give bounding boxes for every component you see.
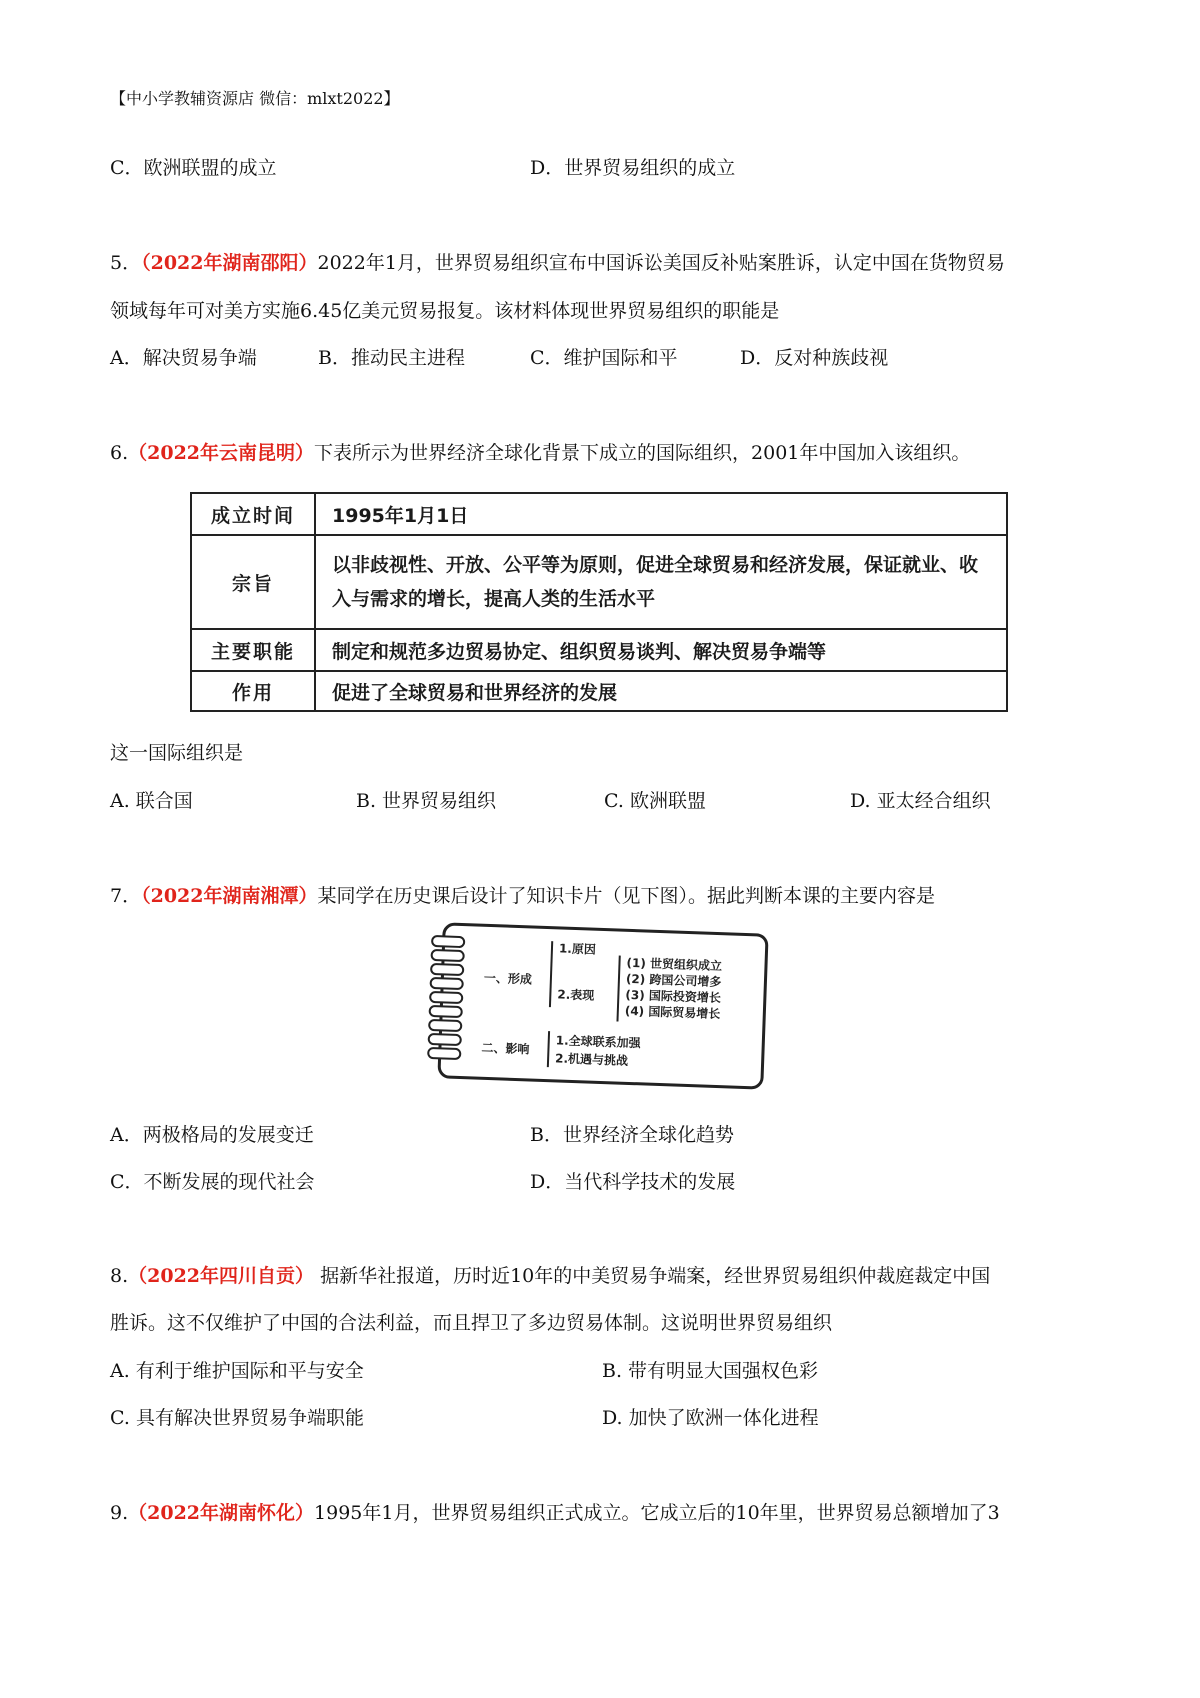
card-brace <box>547 1031 550 1067</box>
q5-option-b: B．推动民主进程 <box>318 347 465 369</box>
q8-stem-line1 <box>110 1263 990 1289</box>
q6-source: （2022年云南昆明） <box>128 442 315 464</box>
card-section-impact: 二、影响 <box>481 1040 530 1057</box>
card-cause: 1.原因 <box>558 941 597 957</box>
q5-source: （2022年湖南邵阳） <box>141 252 318 274</box>
q7-option-d: D．当代科学技术的发展 <box>530 1171 736 1193</box>
table-key-founded: 成立时间 <box>191 493 315 535</box>
table-key-role: 作用 <box>191 671 315 711</box>
q7-source: （2022年湖南湘潭） <box>141 885 318 907</box>
q6-stem <box>110 440 970 466</box>
q4-option-c: C．欧洲联盟的成立 <box>110 157 277 179</box>
knowledge-card <box>437 922 768 1089</box>
card-impact-1: 1.全球联系加强 <box>555 1033 641 1051</box>
q9-source: （2022年湖南怀化） <box>128 1502 315 1524</box>
q8-stem-line2: 胜诉。这不仅维护了中国的合法利益，而且捍卫了多边贸易体制。这说明世界贸易组织 <box>110 1312 833 1334</box>
q7-option-c: C．不断发展的现代社会 <box>110 1171 315 1193</box>
q5-stem-line2: 领域每年可对美方实施6.45亿美元贸易报复。该材料体现世界贸易组织的职能是 <box>110 300 780 322</box>
q6-option-a: A. 联合国 <box>110 790 193 812</box>
card-item-2: (2) 跨国公司增多 <box>625 971 722 990</box>
q5-stem-text: 2022年1月，世界贸易组织宣布中国诉讼美国反补贴案胜诉，认定中国在货物贸易 <box>317 252 1005 274</box>
table-value-purpose: 以非歧视性、开放、公平等为原则，促进全球贸易和经济发展，保证就业、收入与需求的增长，提高人类的生活水平 <box>315 535 1007 629</box>
q7-option-a: A．两极格局的发展变迁 <box>110 1124 314 1146</box>
q4-option-d: D．世界贸易组织的成立 <box>530 157 736 179</box>
q6-stem-text: 下表所示为世界经济全球化背景下成立的国际组织，2001年中国加入该组织。 <box>314 442 971 464</box>
q7-stem-text: 某同学在历史课后设计了知识卡片（见下图）。据此判断本课的主要内容是 <box>317 885 935 907</box>
table-key-purpose: 宗旨 <box>191 535 315 629</box>
q6-option-d: D. 亚太经合组织 <box>850 790 991 812</box>
q8-option-d: D. 加快了欧洲一体化进程 <box>602 1407 819 1429</box>
card-manifestation: 2.表现 <box>557 987 595 1003</box>
q8-option-b: B. 带有明显大国强权色彩 <box>602 1360 819 1382</box>
spiral-binding <box>446 925 766 936</box>
card-item-4: (4) 国际贸易增长 <box>624 1003 721 1022</box>
q5-option-a: A．解决贸易争端 <box>110 347 257 369</box>
table-value-role: 促进了全球贸易和世界经济的发展 <box>315 671 1007 711</box>
card-section-formation: 一、形成 <box>483 970 533 987</box>
q5-option-c: C．维护国际和平 <box>530 347 678 369</box>
q8-stem-text: 据新华社报道，历时近10年的中美贸易争端案，经世界贸易组织仲裁庭裁定中国 <box>314 1265 991 1287</box>
card-brace <box>549 941 553 1007</box>
card-item-1: (1) 世贸组织成立 <box>626 955 723 974</box>
q7-number: 7． <box>110 885 142 907</box>
q7-stem <box>110 883 935 909</box>
q9-stem <box>110 1500 1000 1526</box>
q6-option-b: B. 世界贸易组织 <box>356 790 497 812</box>
table-value-founded: 1995年1月1日 <box>315 493 1007 535</box>
table-value-functions: 制定和规范多边贸易协定、组织贸易谈判、解决贸易争端等 <box>315 629 1007 671</box>
q8-number: 8. <box>110 1265 129 1287</box>
q6-follow: 这一国际组织是 <box>110 742 244 764</box>
q9-stem-text: 1995年1月，世界贸易组织正式成立。它成立后的10年里，世界贸易总额增加了3 <box>314 1502 1000 1524</box>
q8-source: （2022年四川自贡） <box>128 1265 315 1287</box>
q9-number: 9. <box>110 1502 129 1524</box>
table-key-functions: 主要职能 <box>191 629 315 671</box>
q5-number: 5． <box>110 252 142 274</box>
wto-info-table <box>190 492 1008 712</box>
card-item-3: (3) 国际投资增长 <box>625 987 722 1006</box>
page-header: 【中小学教辅资源店 微信：mlxt2022】 <box>110 89 400 108</box>
q8-option-c: C. 具有解决世界贸易争端职能 <box>110 1407 364 1429</box>
q6-option-c: C. 欧洲联盟 <box>604 790 706 812</box>
card-impact-2: 2.机遇与挑战 <box>554 1051 629 1068</box>
q8-option-a: A. 有利于维护国际和平与安全 <box>110 1360 364 1382</box>
q7-option-b: B．世界经济全球化趋势 <box>530 1124 734 1146</box>
q6-number: 6. <box>110 442 129 464</box>
card-brace <box>616 956 620 1022</box>
q5-stem-line1 <box>110 250 1005 276</box>
q5-option-d: D．反对种族歧视 <box>740 347 889 369</box>
